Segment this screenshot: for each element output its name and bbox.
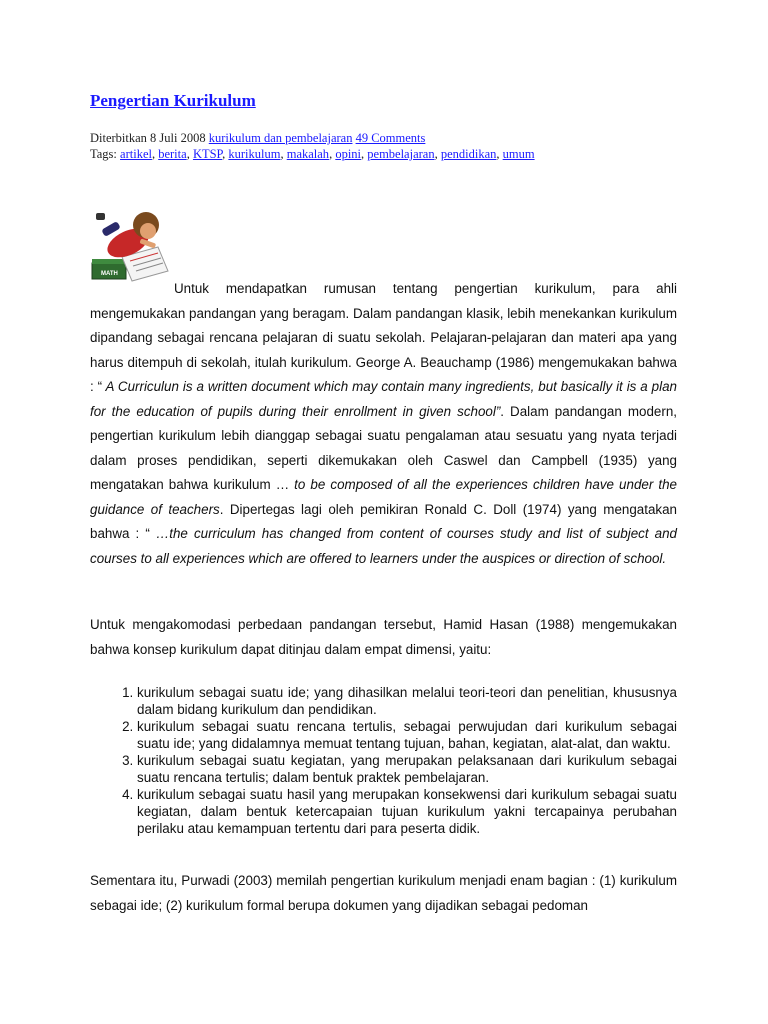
tag-link[interactable]: pembelajaran	[367, 147, 435, 161]
caswel-campbell-quote: to be composed of all the experiences children have under the guidance of teachers	[90, 477, 677, 517]
text-run: Untuk mendapatkan rumusan tentang pengertian kurikulum, para ahli mengemukakan pandangan yang beragam. Dalam pandangan klasik, lebih menekankan kurikulum dipandang sebagai rencana pelajaran di suatu sekolah. Pelajaran-pelajaran dan materi apa yang harus ditempuh di sekolah, itulah kurikulum. George A. Beauchamp (1986) mengemukakan bahwa : “	[90, 281, 677, 394]
post-title-link[interactable]: Pengertian Kurikulum	[90, 91, 256, 110]
book-label: MATH	[101, 271, 118, 277]
beauchamp-quote: A Curriculun is a written document which may contain many ingredients, but basically it is a plan for the education of pupils during their enrollment in given school”	[90, 379, 677, 419]
text-run: . Dipertegas lagi oleh pemikiran Ronald C. Doll (1974) yang mengatakan bahwa : “	[90, 501, 677, 541]
tag-link[interactable]: pendidikan	[440, 147, 497, 161]
purwadi-paragraph	[90, 869, 677, 918]
paragraph-text: Untuk mengakomodasi perbedaan pandangan tersebut, Hamid Hasan (1988) mengemukakan bahwa konsep kurikulum dapat ditinjau dalam empat dimensi, yaitu:	[90, 617, 677, 657]
dimensions-list	[90, 684, 677, 837]
post-meta-line	[90, 130, 690, 146]
tag-link[interactable]: berita	[158, 147, 187, 161]
tag-link[interactable]: kurikulum	[228, 147, 281, 161]
post-meta	[90, 130, 690, 162]
text-run: . Dalam pandangan modern, pengertian kurikulum lebih dianggap sebagai suatu pengalaman atau sesuatu yang nyata terjadi dalam proses pendidikan, seperti dikemukakan oleh Caswel dan Campbell (1935) yang mengatakan bahwa kurikulum …	[90, 403, 677, 492]
student-reading-icon	[88, 195, 172, 283]
list-item: 1. kurikulum sebagai suatu ide; yang dihasilkan melalui teori-teori dan penelitian, khususnya dalam bidang kurikulum dan pendidikan.	[137, 684, 677, 718]
tag-link[interactable]: artikel	[120, 147, 152, 161]
tags-label: Tags:	[90, 147, 117, 161]
category-link[interactable]: kurikulum dan pembelajaran	[208, 131, 353, 145]
doll-quote: …the curriculum has changed from content of courses study and list of subject and courses to all experiences which are offered to learners under the auspices or direction of school.	[90, 526, 677, 566]
list-item: 2. kurikulum sebagai suatu rencana tertulis, sebagai perwujudan dari kurikulum sebagai suatu ide; yang didalamnya memuat tentang tujuan, bahan, kegiatan, alat-alat, dan waktu.	[137, 718, 677, 752]
list-item: 4. kurikulum sebagai suatu hasil yang merupakan konsekwensi dari kurikulum sebagai suatu kegiatan, dalam bentuk ketercapaian tujuan kurikulum yakni tercapainya perubahan perilaku atau kemampuan tertentu dari para peserta didik.	[137, 786, 677, 837]
tag-link[interactable]: umum	[502, 147, 535, 161]
list-item: 3. kurikulum sebagai suatu kegiatan, yang merupakan pelaksanaan dari kurikulum sebagai suatu rencana tertulis; dalam bentuk praktek pembelajaran.	[137, 752, 677, 786]
tag-link[interactable]: makalah	[286, 147, 330, 161]
published-date: Diterbitkan 8 Juli 2008	[90, 131, 206, 145]
comments-link[interactable]: 49 Comments	[355, 131, 426, 145]
paragraph-text: Sementara itu, Purwadi (2003) memilah pengertian kurikulum menjadi enam bagian : (1) kurikulum sebagai ide; (2) kurikulum formal berupa dokumen yang dijadikan sebagai pedoman	[90, 873, 677, 913]
dimensions-intro-paragraph	[90, 613, 677, 662]
tag-link[interactable]: opini	[335, 147, 362, 161]
tags-line: Tags: artikel, berita, KTSP, kurikulum, makalah, opini, pembelajaran, pendidikan, umum	[90, 147, 535, 161]
intro-paragraph	[90, 277, 677, 571]
tag-link[interactable]: KTSP	[192, 147, 223, 161]
